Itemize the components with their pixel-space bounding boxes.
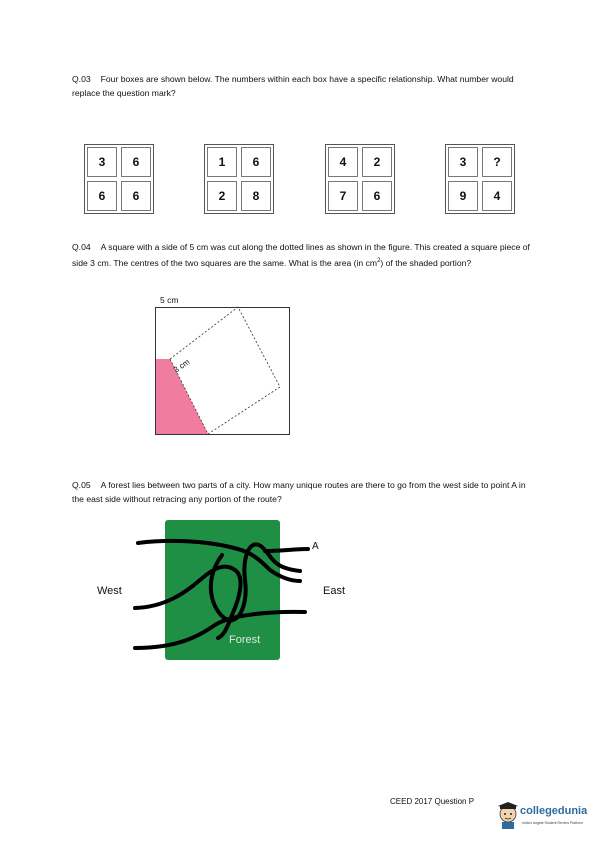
question-3-number: Q.03: [72, 74, 91, 84]
box-cell: 6: [121, 181, 151, 211]
question-3-text: [72, 72, 532, 100]
box-cell: 3: [448, 147, 478, 177]
box-cell: 6: [241, 147, 271, 177]
number-box-2: [204, 144, 274, 214]
number-box-3: [325, 144, 395, 214]
outer-square-label: 5 cm: [160, 295, 179, 305]
box-cell: 8: [241, 181, 271, 211]
box-cell: 6: [121, 147, 151, 177]
question-4-body: A square with a side of 5 cm was cut along the dotted lines as shown in the figure. This created a square piece of side 3 cm. The centres of the two squares are the same. What is the area (in cm: [72, 242, 530, 268]
box-cell: 2: [362, 147, 392, 177]
west-label: West: [97, 585, 122, 597]
question-5-body: A forest lies between two parts of a city. How many unique routes are there to go from the west side to point A in the east side without retracing any portion of the route?: [72, 480, 526, 504]
box-cell: 1: [207, 147, 237, 177]
question-4-number: Q.04: [72, 242, 91, 252]
question-3-body: Four boxes are shown below. The numbers within each box have a specific relationship. What number would replace the question mark?: [72, 74, 514, 98]
box-cell: 6: [87, 181, 117, 211]
question-4-body-end: ) of the shaded portion?: [380, 257, 472, 268]
logo-tagline: India's largest Student Review Platform: [522, 821, 583, 825]
question-5-text: [72, 478, 532, 506]
question-5-number: Q.05: [72, 480, 91, 490]
inner-square-label: 3 cm: [171, 357, 192, 375]
footer-text: CEED 2017 Question P: [390, 797, 475, 806]
point-a-label: A: [312, 541, 319, 552]
number-box-4: [445, 144, 515, 214]
logo-text: collegedunia: [520, 805, 588, 817]
box-cell: 6: [362, 181, 392, 211]
mascot-logo-icon: [496, 802, 520, 830]
box-cell: 2: [207, 181, 237, 211]
box-cell: 9: [448, 181, 478, 211]
box-cell: 4: [482, 181, 512, 211]
box-cell: 3: [87, 147, 117, 177]
east-label: East: [323, 585, 346, 597]
box-cell: 4: [328, 147, 358, 177]
box-cell: 7: [328, 181, 358, 211]
square-figure: [150, 304, 295, 439]
number-box-1: [84, 144, 154, 214]
superscript: 2: [377, 258, 381, 264]
forest-label: Forest: [229, 634, 261, 646]
box-cell: ?: [482, 147, 512, 177]
question-4-text: [72, 240, 532, 270]
route-to-a: [265, 549, 308, 551]
